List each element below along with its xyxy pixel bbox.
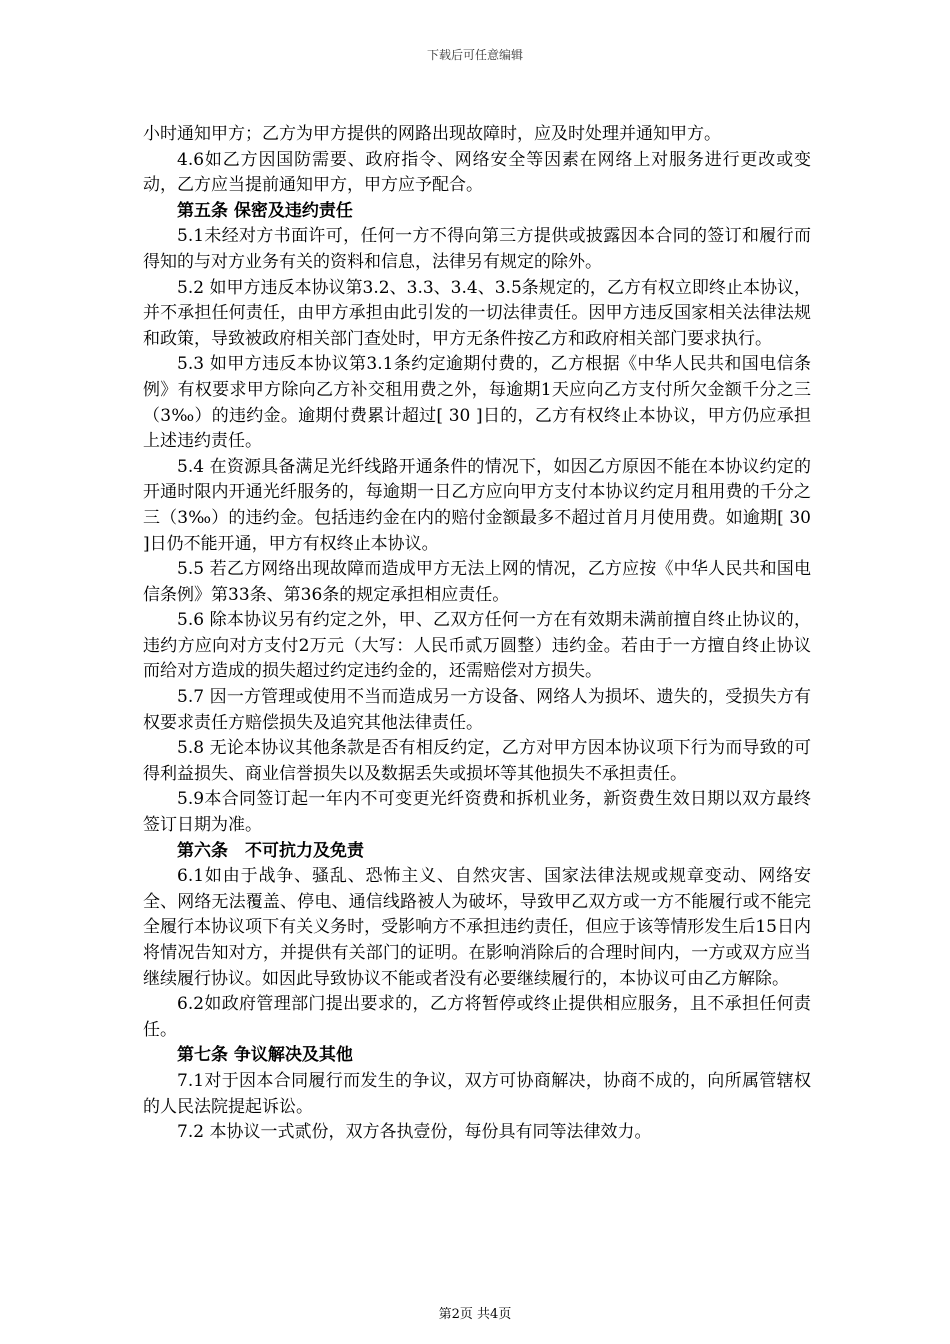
- paragraph: 小时通知甲方；乙方为甲方提供的网路出现故障时，应及时处理并通知甲方。: [143, 124, 721, 144]
- paragraph: 5.6 除本协议另有约定之外，甲、乙双方任何一方在有效期未满前擅自终止协议的，违约方应向对方支付2万元（大写：人民币贰万圆整）违约金。若由于一方擅自终止协议而给对方造成的损失超过约定违约金的，还需赔偿对方损失。: [143, 610, 811, 682]
- paragraph: 5.1未经对方书面许可，任何一方不得向第三方提供或披露因本合同的签订和履行而得知的与对方业务有关的资料和信息，法律另有规定的除外。: [143, 226, 811, 272]
- paragraph: 5.8 无论本协议其他条款是否有相反约定，乙方对甲方因本协议项下行为而导致的可得利益损失、商业信誉损失以及数据丢失或损坏等其他损失不承担责任。: [143, 738, 811, 784]
- paragraph: 7.2 本协议一式贰份，双方各执壹份，每份具有同等法律效力。: [177, 1122, 652, 1143]
- paragraph: 6.2如政府管理部门提出要求的，乙方将暂停或终止提供相应服务，且不承担任何责任。: [143, 994, 811, 1040]
- page-footer: 第2页 共4页: [438, 1307, 512, 1322]
- paragraph: 5.4 在资源具备满足光纤线路开通条件的情况下，如因乙方原因不能在本协议约定的开通时限内开通光纤服务的，每逾期一日乙方应向甲方支付本协议约定月租用费的千分之三（3‰）的违约金。包括违约金在内的赔付金额最多不超过首月月使用费。如逾期[ 30 ]日仍不能开通，甲方有权终止本协议。: [143, 456, 811, 554]
- paragraph: 5.3 如甲方违反本协议第3.1条约定逾期付费的，乙方根据《中华人民共和国电信条例》有权要求甲方除向乙方补交租用费之外，每逾期1天应向乙方支付所欠金额千分之三（3‰）的违约金。逾期付费累计超过[ 30 ]日的，乙方有权终止本协议，甲方仍应承担上述违约责任。: [143, 354, 811, 452]
- paragraph: 7.1对于因本合同履行而发生的争议，双方可协商解决，协商不成的，向所属管辖权的人民法院提起诉讼。: [143, 1070, 811, 1117]
- section-heading: 第七条 争议解决及其他: [177, 1045, 353, 1066]
- document-body: [143, 122, 811, 1146]
- paragraph: 5.9本合同签订起一年内不可变更光纤资费和拆机业务，新资费生效日期以双方最终签订日期为准。: [143, 789, 811, 836]
- paragraph: 5.5 若乙方网络出现故障而造成甲方无法上网的情况，乙方应按《中华人民共和国电信条例》第33条、第36条的规定承担相应责任。: [143, 559, 811, 605]
- section-heading: 第六条 不可抗力及免责: [177, 840, 364, 861]
- paragraph: 5.7 因一方管理或使用不当而造成另一方设备、网络人为损坏、遗失的，受损失方有权要求责任方赔偿损失及追究其他法律责任。: [143, 687, 811, 733]
- section-heading: 第五条 保密及违约责任: [177, 200, 353, 221]
- paragraph: 5.2 如甲方违反本协议第3.2、3.3、3.4、3.5条规定的，乙方有权立即终止本协议，并不承担任何责任，由甲方承担由此引发的一切法律责任。因甲方违反国家相关法律法规和政策，导致被政府相关部门查处时，甲方无条件按乙方和政府相关部门要求执行。: [143, 277, 811, 349]
- paragraph: 6.1如由于战争、骚乱、恐怖主义、自然灾害、国家法律法规或规章变动、网络安全、网络无法覆盖、停电、通信线路被人为破坏，导致甲乙双方或一方不能履行或不能完全履行本协议项下有关义务时，受影响方不承担违约责任，但应于该等情形发生后15日内将情况告知对方，并提供有关部门的证明。在影响消除后的合理时间内，一方或双方应当继续履行协议。如因此导致协议不能或者没有必要继续履行的，本协议可由乙方解除。: [143, 866, 811, 989]
- paragraph: 4.6如乙方因国防需要、政府指令、网络安全等因素在网络上对服务进行更改或变动，乙方应当提前通知甲方，甲方应予配合。: [143, 149, 811, 196]
- page-header: 下载后可任意编辑: [426, 48, 523, 62]
